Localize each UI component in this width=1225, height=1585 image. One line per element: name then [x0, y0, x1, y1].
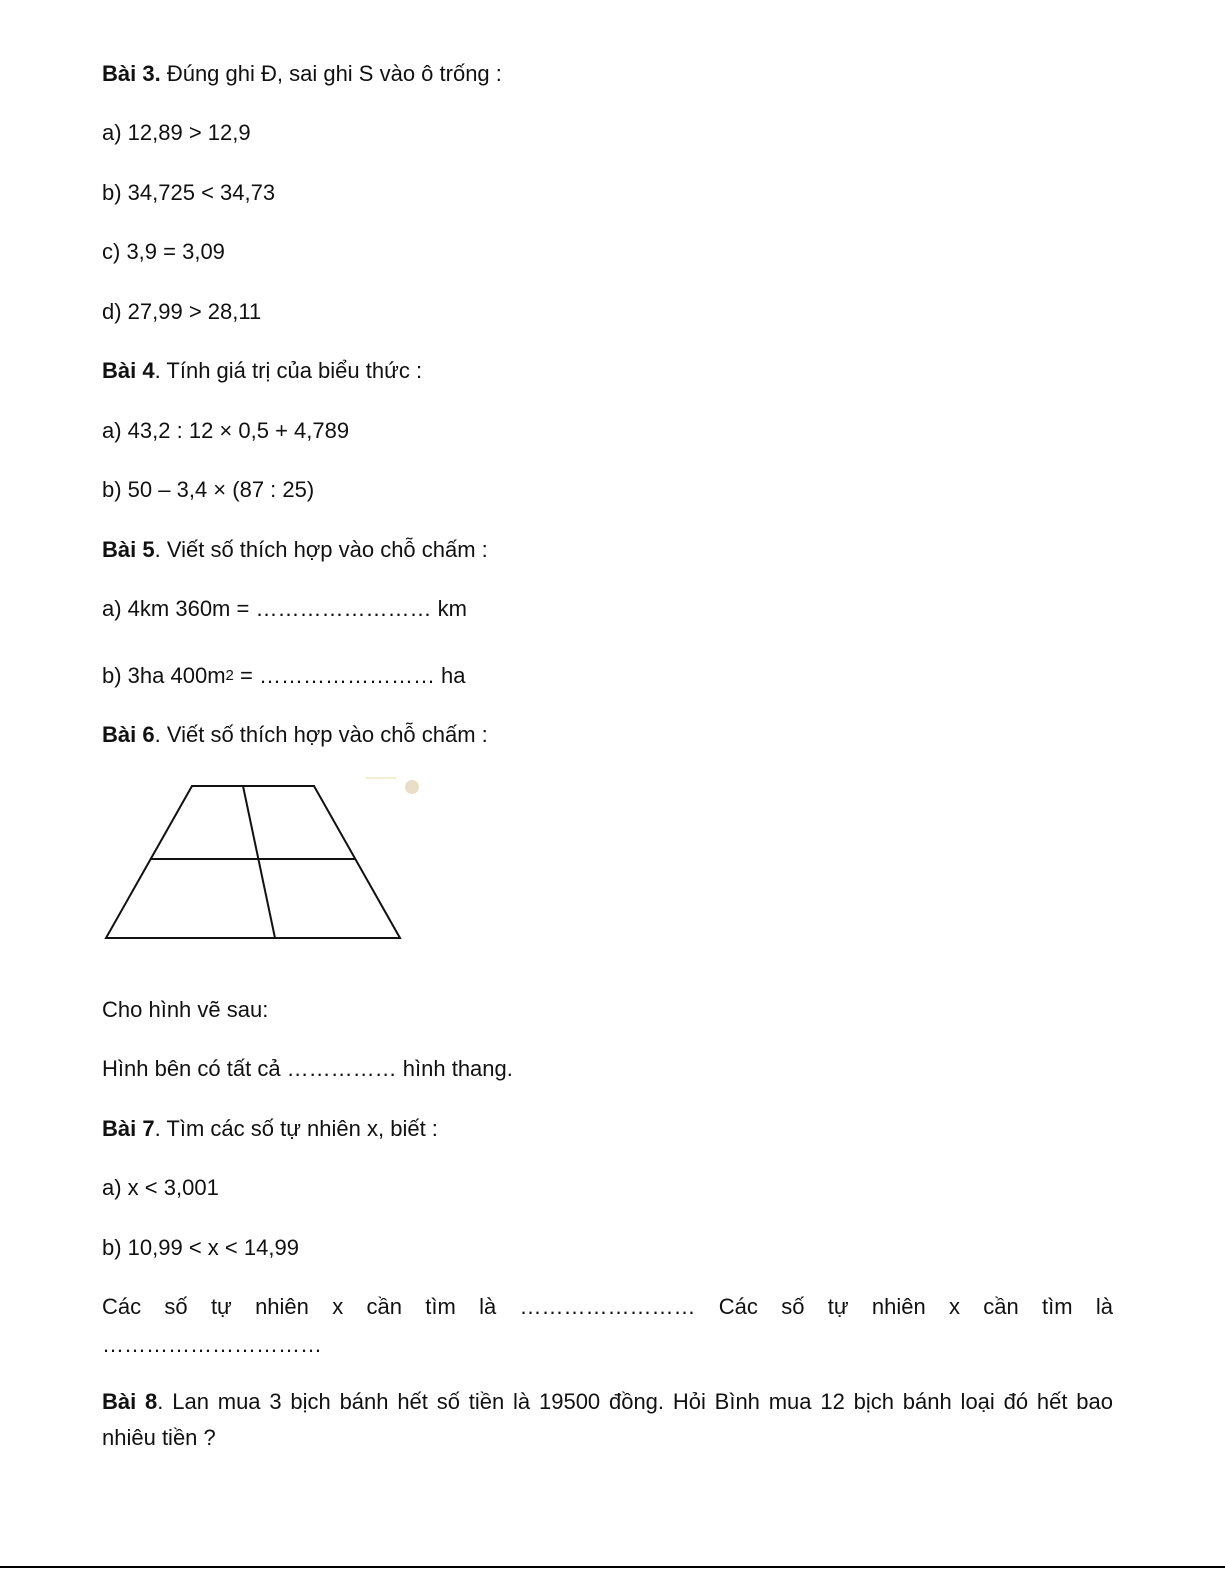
bai7-instruction: . Tìm các số tự nhiên x, biết : — [154, 1116, 438, 1141]
bai5-item-b-suffix: = …………………… ha — [233, 663, 466, 688]
bai4-instruction: . Tính giá trị của biểu thức : — [154, 358, 423, 383]
trapezoid-outline — [106, 786, 400, 938]
bai3-item-b: b) 34,725 < 34,73 — [102, 180, 276, 205]
bai7-answer-line: Các số tự nhiên x cần tìm là …………………… Các số tự nhiên x cần tìm là — [102, 1294, 1113, 1319]
bai8-text: . Lan mua 3 bịch bánh hết số tiền là 19500 đồng. Hỏi Bình mua 12 bịch bánh loại đó hết bao nhiêu tiền ? — [102, 1389, 1113, 1450]
bai3-label: Bài 3. — [102, 61, 161, 86]
scan-smudge — [405, 780, 419, 794]
bai3-item-a: a) 12,89 > 12,9 — [102, 120, 251, 145]
trapezoid-divider — [243, 786, 275, 938]
bai5-heading — [102, 537, 488, 563]
bai8-paragraph — [102, 1384, 1113, 1456]
bai6-caption: Cho hình vẽ sau: — [102, 997, 269, 1022]
bai4-heading — [102, 358, 422, 384]
bai5-item-a: a) 4km 360m = …………………… km — [102, 596, 467, 621]
bai5-item-b — [102, 663, 466, 689]
bai4-item-b: b) 50 – 3,4 × (87 : 25) — [102, 477, 315, 502]
page-bottom-rule — [0, 1566, 1225, 1568]
bai3-item-d: d) 27,99 > 28,11 — [102, 299, 262, 324]
bai7-heading — [102, 1116, 438, 1142]
bai8-label: Bài 8 — [102, 1389, 158, 1414]
bai5-item-b-superscript: 2 — [225, 667, 234, 684]
bai5-label: Bài 5 — [102, 537, 155, 562]
bai3-instruction: Đúng ghi Đ, sai ghi S vào ô trống : — [160, 61, 502, 86]
bai5-item-b-prefix: b) 3ha 400m — [102, 663, 226, 688]
bai5-instruction: . Viết số thích hợp vào chỗ chấm : — [154, 537, 488, 562]
bai4-item-a: a) 43,2 : 12 × 0,5 + 4,789 — [102, 418, 350, 443]
bai7-item-b: b) 10,99 < x < 14,99 — [102, 1235, 299, 1260]
bai3-item-c: c) 3,9 = 3,09 — [102, 239, 225, 264]
bai6-heading — [102, 722, 488, 748]
bai6-instruction: . Viết số thích hợp vào chỗ chấm : — [154, 722, 488, 747]
bai6-question: Hình bên có tất cả …………… hình thang. — [102, 1056, 513, 1081]
trapezoid-figure — [98, 772, 438, 947]
bai7-answer-dots: ………………………… — [102, 1332, 322, 1357]
bai6-label: Bài 6 — [102, 722, 155, 747]
bai7-label: Bài 7 — [102, 1116, 155, 1141]
bai3-heading — [102, 61, 502, 87]
bai7-item-a: a) x < 3,001 — [102, 1175, 219, 1200]
bai4-label: Bài 4 — [102, 358, 155, 383]
